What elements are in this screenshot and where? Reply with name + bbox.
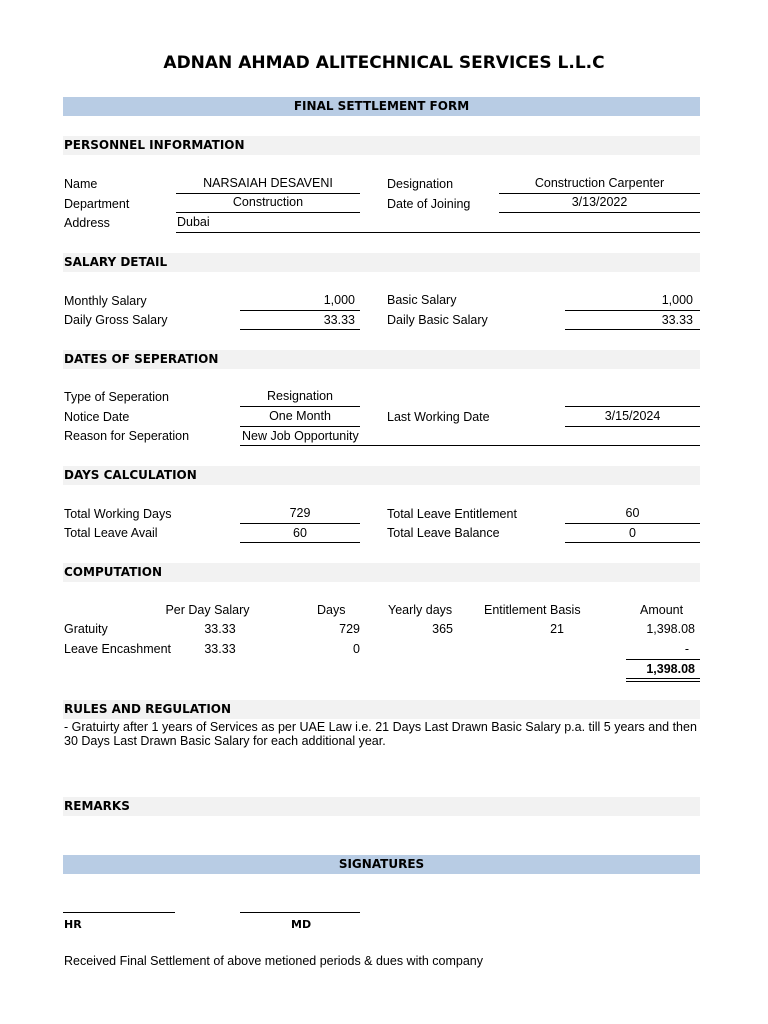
total-double-underline-2 — [626, 681, 700, 682]
gratuity-amount: 1,398.08 — [646, 622, 695, 636]
daily-gross-underline — [240, 329, 360, 330]
gratuity-days: 729 — [339, 622, 360, 636]
daily-gross-value: 33.33 — [323, 313, 355, 327]
total-leave-entitlement-value: 60 — [625, 506, 640, 520]
rules-text-line-1: - Gratuirty after 1 years of Services as per UAE Law i.e. 21 Days Last Drawn Basic Salary p.a. till 5 years and then — [64, 720, 697, 734]
form-title: FINAL SETTLEMENT FORM — [293, 99, 470, 113]
col-days: Days — [317, 603, 346, 617]
total-working-days-label: Total Working Days — [64, 507, 172, 521]
gratuity-entitlement: 21 — [550, 622, 564, 636]
received-statement: Received Final Settlement of above metioned periods & dues with company — [64, 954, 483, 968]
gratuity-per-day: 33.33 — [204, 622, 236, 636]
leave-per-day: 33.33 — [204, 642, 236, 656]
designation-label: Designation — [387, 177, 454, 191]
remarks-heading: REMARKS — [64, 799, 130, 813]
days-heading: DAYS CALCULATION — [64, 468, 197, 482]
designation-value: Construction Carpenter — [534, 176, 665, 190]
address-label: Address — [64, 216, 110, 230]
leave-days: 0 — [353, 642, 360, 656]
reason-underline — [240, 445, 700, 446]
department-value: Construction — [232, 195, 304, 209]
rules-section-header — [63, 700, 700, 719]
notice-date-label: Notice Date — [64, 410, 130, 424]
hr-signature-line — [63, 912, 175, 913]
separation-heading: DATES OF SEPERATION — [64, 352, 219, 366]
last-working-date-value: 3/15/2024 — [604, 409, 661, 423]
daily-basic-underline — [565, 329, 700, 330]
last-working-date-label: Last Working Date — [387, 410, 490, 424]
computation-section-header — [63, 563, 700, 582]
gratuity-yearly-days: 365 — [432, 622, 453, 636]
basic-salary-underline — [565, 310, 700, 311]
total-working-days-underline — [240, 523, 360, 524]
monthly-salary-value: 1,000 — [323, 293, 355, 307]
department-label: Department — [64, 197, 130, 211]
basic-salary-value: 1,000 — [661, 293, 693, 307]
signatures-heading: SIGNATURES — [338, 857, 425, 871]
computation-total: 1,398.08 — [646, 662, 695, 676]
total-leave-entitlement-underline — [565, 523, 700, 524]
total-leave-entitlement-label: Total Leave Entitlement — [387, 507, 517, 521]
last-working-date-topline — [565, 406, 700, 407]
daily-basic-label: Daily Basic Salary — [387, 313, 488, 327]
col-per-day-salary: Per Day Salary — [165, 603, 250, 617]
rules-heading: RULES AND REGULATION — [64, 702, 232, 716]
address-underline — [176, 232, 700, 233]
reason-value: New Job Opportunity — [242, 429, 359, 443]
doj-value: 3/13/2022 — [571, 195, 628, 209]
leave-amount: - — [684, 642, 689, 656]
reason-label: Reason for Seperation — [64, 429, 190, 443]
doj-underline — [499, 212, 700, 213]
leave-encashment-label: Leave Encashment — [64, 642, 172, 656]
monthly-salary-label: Monthly Salary — [64, 294, 147, 308]
col-entitlement-basis: Entitlement Basis — [484, 603, 581, 617]
md-signature-line — [240, 912, 360, 913]
signatures-band — [63, 855, 700, 874]
address-value: Dubai — [177, 215, 210, 229]
total-leave-avail-underline — [240, 542, 360, 543]
personnel-heading: PERSONNEL INFORMATION — [64, 138, 245, 152]
doj-label: Date of Joining — [387, 197, 471, 211]
salary-section-header — [63, 253, 700, 272]
total-double-underline-1 — [626, 678, 700, 679]
daily-gross-label: Daily Gross Salary — [64, 313, 168, 327]
gratuity-label: Gratuity — [64, 622, 108, 636]
total-leave-balance-label: Total Leave Balance — [387, 526, 500, 540]
total-topline — [626, 659, 700, 660]
separation-type-label: Type of Seperation — [64, 390, 169, 404]
remarks-section-header — [63, 797, 700, 816]
department-underline — [176, 212, 360, 213]
last-working-date-underline — [565, 426, 700, 427]
total-leave-balance-underline — [565, 542, 700, 543]
md-signature-label: MD — [291, 918, 312, 931]
separation-section-header — [63, 350, 700, 369]
name-label: Name — [64, 177, 98, 191]
personnel-section-header — [63, 136, 700, 155]
total-leave-balance-value: 0 — [629, 526, 636, 540]
form-title-band — [63, 97, 700, 116]
hr-signature-label: HR — [64, 918, 82, 931]
designation-underline — [499, 193, 700, 194]
col-amount: Amount — [640, 603, 684, 617]
daily-basic-value: 33.33 — [661, 313, 693, 327]
company-name: ADNAN AHMAD ALITECHNICAL SERVICES L.L.C — [163, 53, 605, 73]
basic-salary-label: Basic Salary — [387, 293, 457, 307]
notice-date-underline — [240, 426, 360, 427]
total-leave-avail-label: Total Leave Avail — [64, 526, 158, 540]
col-yearly-days: Yearly days — [388, 603, 453, 617]
computation-heading: COMPUTATION — [64, 565, 162, 579]
total-working-days-value: 729 — [289, 506, 311, 520]
total-leave-avail-value: 60 — [293, 526, 307, 540]
name-value: NARSAIAH DESAVENI — [203, 176, 333, 190]
rules-text-line-2: 30 Days Last Drawn Basic Salary for each additional year. — [64, 734, 386, 748]
separation-type-value: Resignation — [266, 389, 333, 403]
notice-date-value: One Month — [269, 409, 331, 423]
monthly-salary-underline — [240, 310, 360, 311]
days-section-header — [63, 466, 700, 485]
salary-heading: SALARY DETAIL — [64, 255, 168, 269]
separation-type-underline — [240, 406, 360, 407]
name-underline — [176, 193, 360, 194]
